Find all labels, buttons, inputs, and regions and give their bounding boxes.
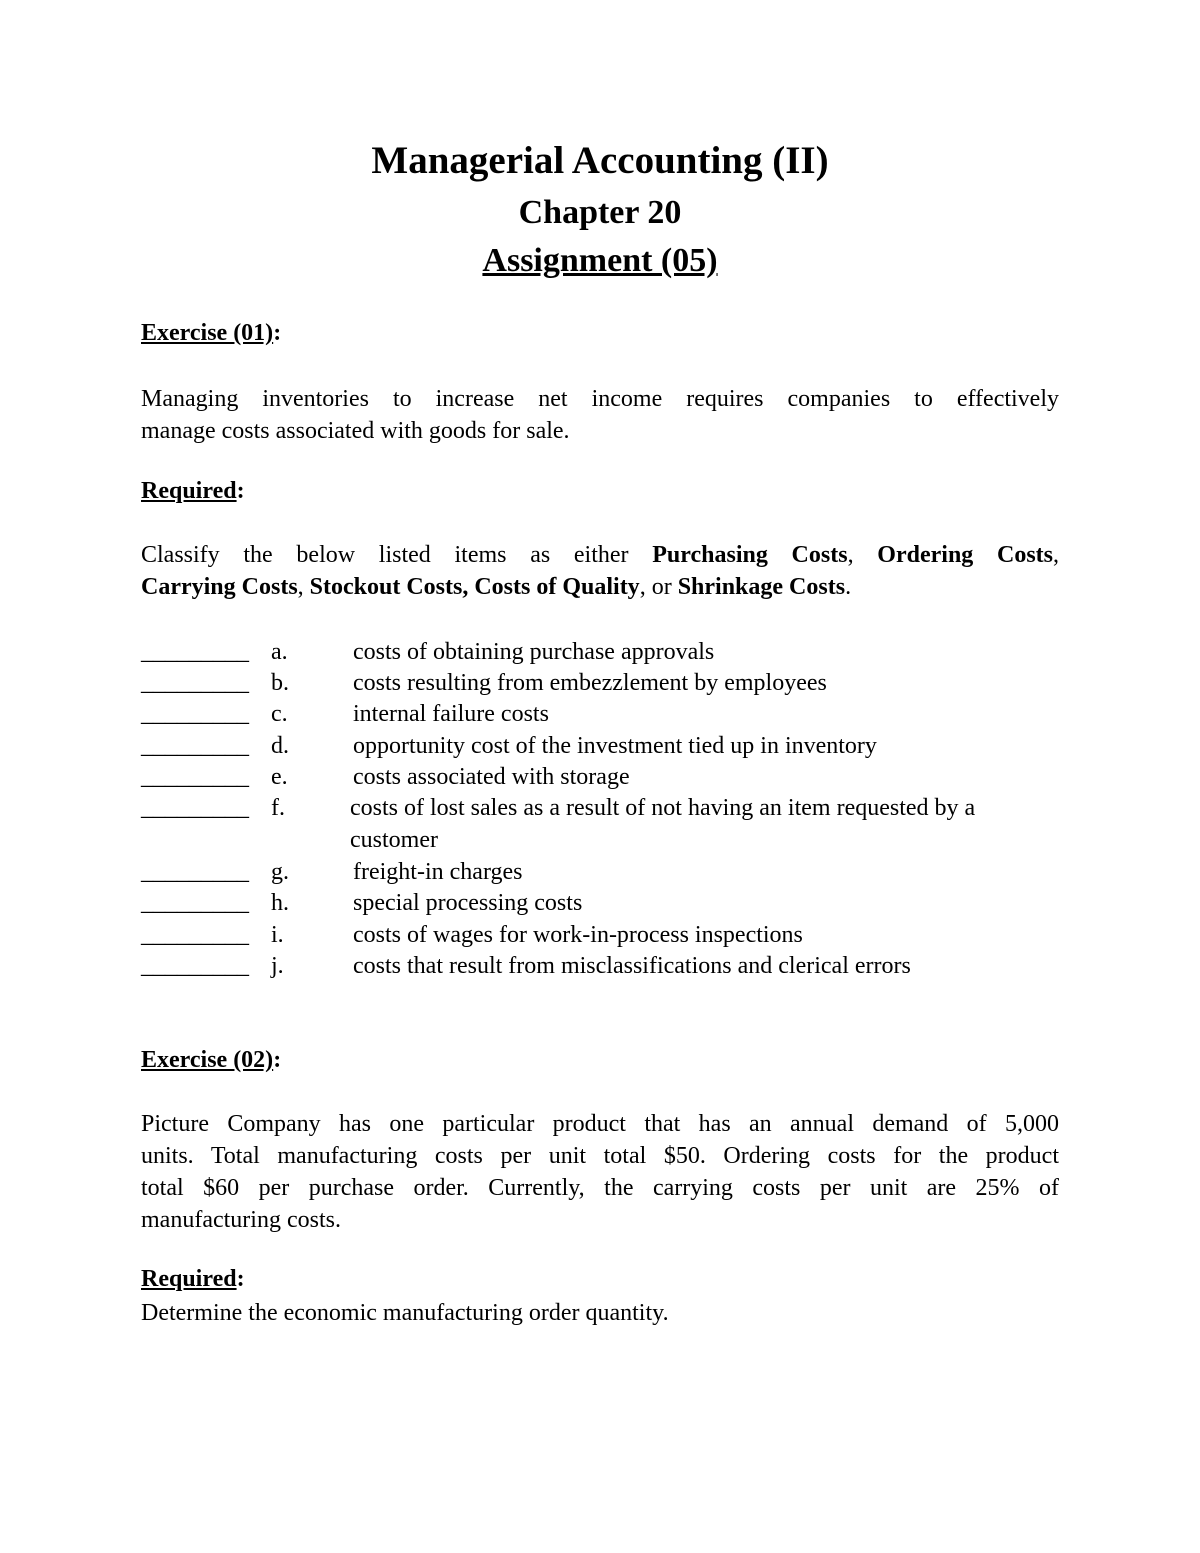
answer-blank[interactable]: _________ (141, 670, 249, 696)
item-letter: e. (271, 764, 288, 790)
item-description: special processing costs (353, 890, 583, 916)
answer-blank[interactable]: _________ (141, 859, 249, 885)
item-description: costs of lost sales as a result of not having an item requested by a (350, 795, 976, 821)
answer-blank[interactable]: _________ (141, 890, 249, 916)
classification-item-c (141, 698, 1071, 730)
classification-item-j (141, 950, 1071, 982)
item-letter: f. (271, 795, 285, 821)
classify-sep-1: , (847, 542, 878, 568)
classification-item-d (141, 730, 1071, 762)
exercise-1-heading (141, 320, 281, 347)
classify-sep-5: . (845, 574, 852, 600)
term-stockout-quality-costs: Stockout Costs, Costs of Quality (309, 574, 640, 600)
assignment-heading: Assignment (05) (482, 242, 718, 279)
answer-blank[interactable]: _________ (141, 639, 249, 665)
exercise-1-required-label: Required (141, 478, 237, 504)
item-description: costs of wages for work-in-process inspections (353, 922, 803, 948)
classification-item-b (141, 667, 1071, 699)
item-letter: d. (271, 733, 289, 759)
exercise-2-required-label: Required (141, 1266, 237, 1292)
item-letter: b. (271, 670, 289, 696)
answer-blank[interactable]: _________ (141, 795, 249, 821)
exercise-2-heading-text: Exercise (02) (141, 1047, 274, 1073)
answer-blank[interactable]: _________ (141, 953, 249, 979)
document-title: Managerial Accounting (II) (371, 139, 829, 182)
exercise-1-heading-colon: : (273, 320, 282, 346)
item-letter: a. (271, 639, 288, 665)
exercise-2-required-heading (141, 1266, 245, 1293)
exercise-2-required-text (141, 1297, 1059, 1329)
item-description: freight-in charges (353, 859, 523, 885)
item-letter: c. (271, 701, 288, 727)
classification-item-e (141, 761, 1071, 793)
item-description: opportunity cost of the investment tied up in inventory (353, 733, 877, 759)
chapter-heading: Chapter 20 (518, 194, 682, 231)
exercise-1-heading-text: Exercise (01) (141, 320, 274, 346)
classification-item-f (141, 792, 1071, 856)
classify-sep-4: , or (639, 574, 678, 600)
exercise-1-intro-line-2: manage costs associated with goods for sale. (141, 418, 570, 444)
answer-blank[interactable]: _________ (141, 764, 249, 790)
exercise-1-required-colon: : (236, 478, 245, 504)
item-description: costs of obtaining purchase approvals (353, 639, 715, 665)
classification-item-a (141, 636, 1071, 668)
classification-item-i (141, 919, 1071, 951)
exercise-1-required-heading (141, 478, 245, 505)
classify-sep-3: , (297, 574, 310, 600)
answer-blank[interactable]: _________ (141, 922, 249, 948)
term-purchasing-costs: Purchasing Costs (652, 542, 848, 568)
answer-blank[interactable]: _________ (141, 701, 249, 727)
item-letter: j. (271, 953, 284, 979)
exercise-1-intro (141, 383, 1059, 447)
item-letter: h. (271, 890, 289, 916)
answer-blank[interactable]: _________ (141, 733, 249, 759)
classification-item-g (141, 856, 1071, 888)
exercise-2-heading (141, 1047, 281, 1074)
item-description: costs that result from misclassifications and clerical errors (353, 953, 911, 979)
item-description: costs associated with storage (353, 764, 630, 790)
item-letter: i. (271, 922, 284, 948)
exercise-2-line-2: units. Total manufacturing costs per unit total $50. Ordering costs for the product (141, 1143, 1059, 1169)
term-ordering-costs: Ordering Costs (877, 542, 1054, 568)
term-shrinkage-costs: Shrinkage Costs (677, 574, 846, 600)
exercise-2-line-4: manufacturing costs. (141, 1207, 341, 1233)
item-description: internal failure costs (353, 701, 549, 727)
item-description: costs resulting from embezzlement by employees (353, 670, 827, 696)
classify-line-2 (141, 571, 1059, 603)
classify-line-1 (141, 539, 1059, 571)
item-letter: g. (271, 859, 289, 885)
item-description-continued: customer (350, 827, 438, 853)
exercise-2-line-1: Picture Company has one particular product that has an annual demand of 5,000 (141, 1111, 1059, 1137)
exercise-2-problem (141, 1108, 1059, 1236)
classify-pre: Classify the below listed items as either (141, 542, 653, 568)
exercise-2-required-colon: : (236, 1266, 245, 1292)
exercise-1-classify-instructions (141, 539, 1059, 603)
exercise-2-required-line: Determine the economic manufacturing order quantity. (141, 1300, 669, 1326)
exercise-1-intro-line-1: Managing inventories to increase net income requires companies to effectively (141, 386, 1059, 412)
exercise-2-heading-colon: : (273, 1047, 282, 1073)
exercise-2-line-3: total $60 per purchase order. Currently, the carrying costs per unit are 25% of (141, 1175, 1059, 1201)
term-carrying-costs: Carrying Costs (141, 574, 298, 600)
classification-item-h (141, 887, 1071, 919)
classify-sep-2: , (1053, 542, 1060, 568)
